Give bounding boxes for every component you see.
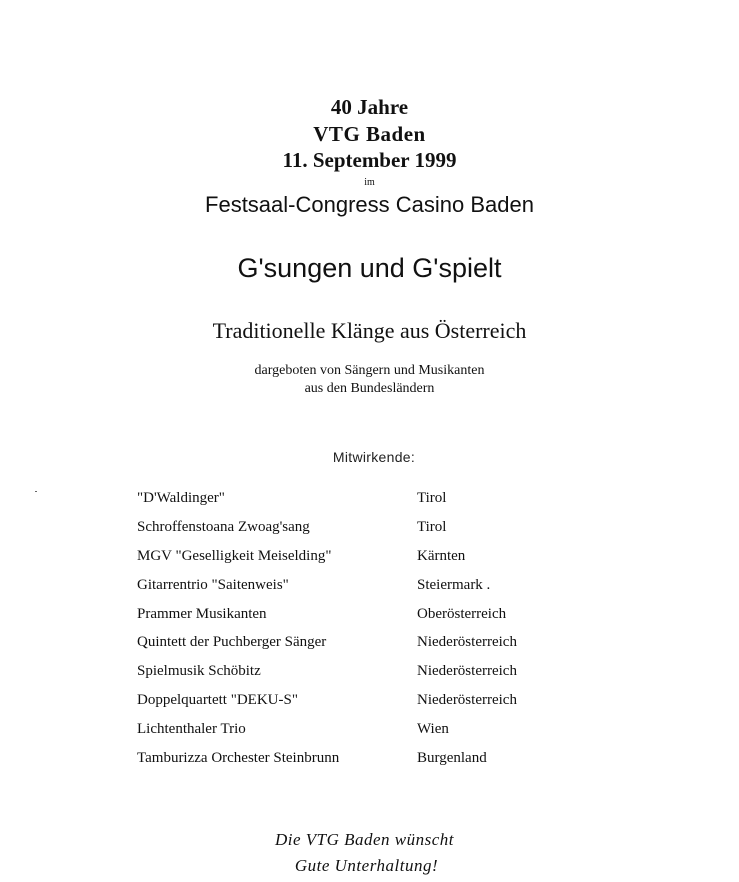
performer-row — [137, 634, 577, 663]
performers-heading: Mitwirkende: — [332, 449, 416, 465]
closing-wish-line2: Gute Unterhaltung! — [294, 856, 439, 875]
venue-name: Festsaal-Congress Casino Baden — [205, 192, 534, 217]
performer-region: Tirol — [417, 518, 447, 535]
performer-row — [137, 548, 577, 577]
performer-row — [137, 692, 577, 721]
performer-name: Schroffenstoana Zwoag'sang — [137, 518, 310, 535]
performer-region: Kärnten — [417, 547, 466, 564]
event-title: G'sungen und G'spielt — [237, 253, 502, 283]
performer-region: Burgenland — [417, 750, 487, 767]
performer-region: Wien — [417, 721, 449, 738]
performer-row — [137, 606, 577, 635]
scan-speck — [35, 491, 37, 492]
performer-region: Oberösterreich — [417, 605, 507, 622]
performer-row — [137, 663, 577, 692]
performer-list — [137, 490, 577, 779]
anniversary-heading: 40 Jahre — [330, 95, 409, 119]
performer-name: Quintett der Puchberger Sänger — [137, 634, 327, 651]
performer-region: Tirol — [417, 490, 447, 506]
performer-name: MGV "Geselligkeit Meiselding" — [137, 547, 332, 564]
performer-row — [137, 750, 577, 779]
performer-region: Steiermark . — [417, 576, 491, 593]
performer-region: Niederösterreich — [417, 634, 517, 651]
performer-name: Prammer Musikanten — [137, 605, 267, 622]
performer-name: Gitarrentrio "Saitenweis" — [137, 576, 289, 593]
performer-row — [137, 519, 577, 548]
performer-name: Tamburizza Orchester Steinbrunn — [137, 750, 340, 767]
performer-name: "D'Waldinger" — [137, 490, 225, 506]
event-description-line1: dargeboten von Sängern und Musikanten — [254, 363, 485, 378]
club-name: VTG Baden — [313, 122, 426, 146]
event-subtitle: Traditionelle Klänge aus Österreich — [212, 318, 527, 343]
performer-row — [137, 721, 577, 750]
performer-region: Niederösterreich — [417, 663, 517, 680]
performer-region: Niederösterreich — [417, 692, 517, 709]
preposition-text: im — [364, 177, 375, 188]
performer-name: Spielmusik Schöbitz — [137, 663, 261, 680]
performer-name: Lichtenthaler Trio — [137, 721, 246, 738]
performer-row — [137, 577, 577, 606]
performer-name: Doppelquartett "DEKU-S" — [137, 692, 298, 709]
event-date: 11. September 1999 — [282, 148, 457, 172]
performer-row — [137, 490, 577, 519]
closing-wish-line1: Die VTG Baden wünscht — [274, 830, 455, 849]
event-description-line2: aus den Bundesländern — [304, 381, 435, 396]
